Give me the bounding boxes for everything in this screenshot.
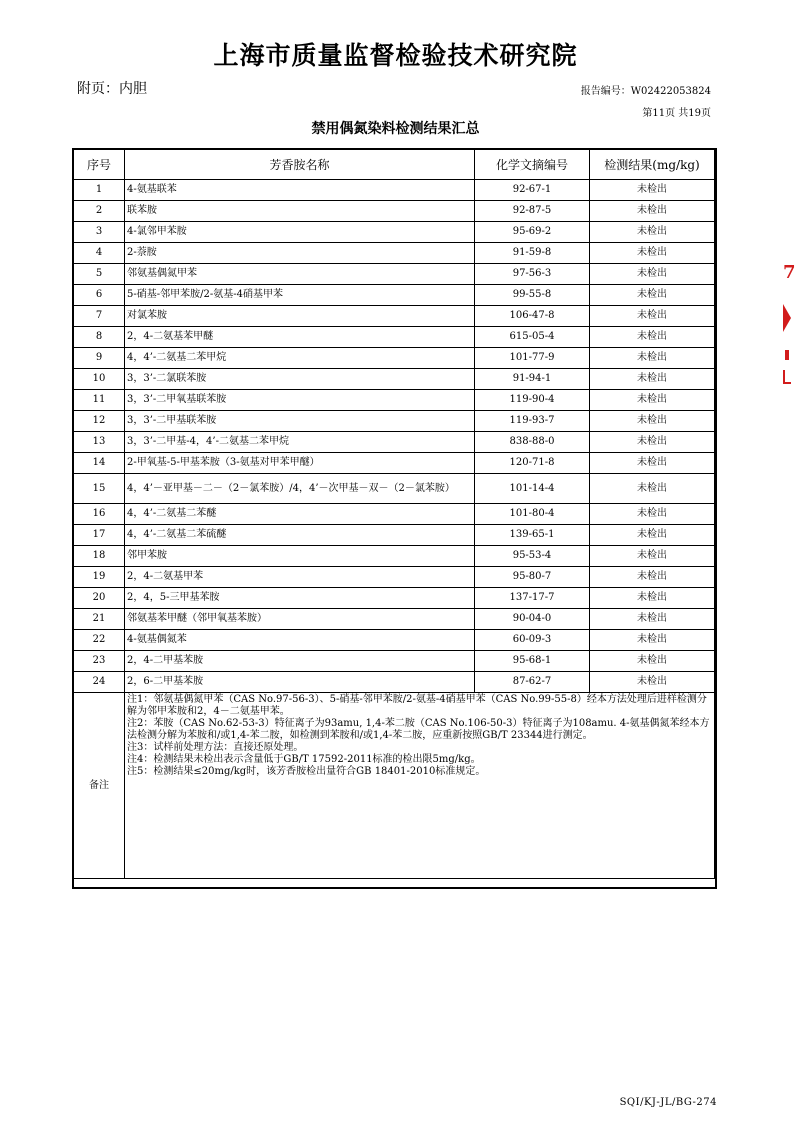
row-number: 18 bbox=[74, 546, 125, 567]
table-row bbox=[74, 588, 715, 609]
test-result: 未检出 bbox=[590, 651, 715, 672]
row-number: 7 bbox=[74, 306, 125, 327]
cas-number: 137-17-7 bbox=[475, 588, 590, 609]
amine-name: 3，3’-二甲基-4，4’-二氨基二苯甲烷 bbox=[125, 432, 475, 453]
cas-number: 92-87-5 bbox=[475, 201, 590, 222]
row-number: 2 bbox=[74, 201, 125, 222]
row-number: 10 bbox=[74, 369, 125, 390]
table-row bbox=[74, 180, 715, 201]
note-line: 注3：试样前处理方法：直接还原处理。 bbox=[127, 742, 304, 753]
table-row bbox=[74, 348, 715, 369]
test-result: 未检出 bbox=[590, 432, 715, 453]
test-result: 未检出 bbox=[590, 453, 715, 474]
cas-number: 120-71-8 bbox=[475, 453, 590, 474]
page-info: 第11页 共19页 bbox=[642, 108, 711, 119]
test-result: 未检出 bbox=[590, 588, 715, 609]
table-row bbox=[74, 222, 715, 243]
amine-name: 4，4’－亚甲基－二－（2－氯苯胺）/4，4’－次甲基－双－（2－氯苯胺） bbox=[125, 474, 475, 504]
amine-name: 4-氯邻甲苯胺 bbox=[125, 222, 475, 243]
table-title: 禁用偶氮染料检测结果汇总 bbox=[311, 121, 480, 137]
cas-number: 101-14-4 bbox=[475, 474, 590, 504]
table-row bbox=[74, 285, 715, 306]
table-row bbox=[74, 630, 715, 651]
amine-name: 4-氨基偶氮苯 bbox=[125, 630, 475, 651]
results-table bbox=[73, 149, 715, 879]
note-line: 注5：检测结果≤20mg/kg时，该芳香胺检出量符合GB 18401-2010标准规定。 bbox=[127, 766, 486, 777]
table-row bbox=[74, 567, 715, 588]
amine-name: 4-氨基联苯 bbox=[125, 180, 475, 201]
test-result: 未检出 bbox=[590, 546, 715, 567]
document-title: 上海市质量监督检验技术研究院 bbox=[213, 41, 578, 70]
row-number: 21 bbox=[74, 609, 125, 630]
cas-number: 99-55-8 bbox=[475, 285, 590, 306]
row-number: 19 bbox=[74, 567, 125, 588]
row-number: 6 bbox=[74, 285, 125, 306]
cas-number: 615-05-4 bbox=[475, 327, 590, 348]
cas-number: 95-80-7 bbox=[475, 567, 590, 588]
cas-number: 139-65-1 bbox=[475, 525, 590, 546]
amine-name: 2，6-二甲基苯胺 bbox=[125, 672, 475, 693]
test-result: 未检出 bbox=[590, 609, 715, 630]
table-row bbox=[74, 432, 715, 453]
amine-name: 4，4’-二氨基二苯硫醚 bbox=[125, 525, 475, 546]
test-result: 未检出 bbox=[590, 567, 715, 588]
note-line: 注4：检测结果未检出表示含量低于GB/T 17592-2011标准的检出限5mg/kg。 bbox=[127, 754, 481, 765]
table-row bbox=[74, 327, 715, 348]
header-amine-name: 芳香胺名称 bbox=[125, 150, 475, 180]
cas-number: 95-69-2 bbox=[475, 222, 590, 243]
row-number: 3 bbox=[74, 222, 125, 243]
amine-name: 3，3’-二甲氧基联苯胺 bbox=[125, 390, 475, 411]
row-number: 4 bbox=[74, 243, 125, 264]
cas-number: 92-67-1 bbox=[475, 180, 590, 201]
notes-row bbox=[74, 693, 715, 879]
table-row bbox=[74, 453, 715, 474]
amine-name: 2，4-二甲基苯胺 bbox=[125, 651, 475, 672]
row-number: 15 bbox=[74, 474, 125, 504]
report-number: 报告编号：W02422053824 bbox=[580, 86, 711, 97]
test-result: 未检出 bbox=[590, 369, 715, 390]
cas-number: 106-47-8 bbox=[475, 306, 590, 327]
row-number: 17 bbox=[74, 525, 125, 546]
amine-name: 2，4，5-三甲基苯胺 bbox=[125, 588, 475, 609]
cas-number: 95-53-4 bbox=[475, 546, 590, 567]
notes-label: 备注 bbox=[74, 693, 125, 879]
cas-number: 119-90-4 bbox=[475, 390, 590, 411]
test-result: 未检出 bbox=[590, 222, 715, 243]
cas-number: 91-94-1 bbox=[475, 369, 590, 390]
row-number: 20 bbox=[74, 588, 125, 609]
amine-name: 联苯胺 bbox=[125, 201, 475, 222]
amine-name: 2-萘胺 bbox=[125, 243, 475, 264]
table-row bbox=[74, 369, 715, 390]
table-row bbox=[74, 264, 715, 285]
cas-number: 97-56-3 bbox=[475, 264, 590, 285]
table-row bbox=[74, 609, 715, 630]
table-row bbox=[74, 243, 715, 264]
amine-name: 4，4’-二氨基二苯醚 bbox=[125, 504, 475, 525]
test-result: 未检出 bbox=[590, 264, 715, 285]
attachment-label: 附页：内胆 bbox=[77, 81, 147, 97]
red-stamp-fragment: 7 bbox=[783, 262, 791, 392]
table-row bbox=[74, 651, 715, 672]
test-result: 未检出 bbox=[590, 672, 715, 693]
row-number: 16 bbox=[74, 504, 125, 525]
cas-number: 60-09-3 bbox=[475, 630, 590, 651]
header-cas-number: 化学文摘编号 bbox=[475, 150, 590, 180]
table-row bbox=[74, 525, 715, 546]
amine-name: 2-甲氧基-5-甲基苯胺（3-氨基对甲苯甲醚） bbox=[125, 453, 475, 474]
test-result: 未检出 bbox=[590, 180, 715, 201]
cas-number: 90-04-0 bbox=[475, 609, 590, 630]
amine-name: 邻甲苯胺 bbox=[125, 546, 475, 567]
cas-number: 101-80-4 bbox=[475, 504, 590, 525]
cas-number: 87-62-7 bbox=[475, 672, 590, 693]
cas-number: 95-68-1 bbox=[475, 651, 590, 672]
test-result: 未检出 bbox=[590, 285, 715, 306]
table-row bbox=[74, 411, 715, 432]
notes-content bbox=[125, 693, 715, 879]
amine-name: 对氯苯胺 bbox=[125, 306, 475, 327]
test-result: 未检出 bbox=[590, 390, 715, 411]
table-row bbox=[74, 504, 715, 525]
row-number: 22 bbox=[74, 630, 125, 651]
table-row bbox=[74, 546, 715, 567]
table-row bbox=[74, 672, 715, 693]
row-number: 8 bbox=[74, 327, 125, 348]
row-number: 24 bbox=[74, 672, 125, 693]
row-number: 5 bbox=[74, 264, 125, 285]
amine-name: 5-硝基-邻甲苯胺/2-氨基-4硝基甲苯 bbox=[125, 285, 475, 306]
row-number: 12 bbox=[74, 411, 125, 432]
table-row bbox=[74, 306, 715, 327]
amine-name: 2，4-二氨基苯甲醚 bbox=[125, 327, 475, 348]
test-result: 未检出 bbox=[590, 243, 715, 264]
test-result: 未检出 bbox=[590, 348, 715, 369]
test-result: 未检出 bbox=[590, 525, 715, 546]
test-result: 未检出 bbox=[590, 201, 715, 222]
amine-name: 3，3’-二甲基联苯胺 bbox=[125, 411, 475, 432]
row-number: 9 bbox=[74, 348, 125, 369]
cas-number: 91-59-8 bbox=[475, 243, 590, 264]
test-result: 未检出 bbox=[590, 504, 715, 525]
amine-name: 2，4-二氨基甲苯 bbox=[125, 567, 475, 588]
row-number: 1 bbox=[74, 180, 125, 201]
row-number: 11 bbox=[74, 390, 125, 411]
amine-name: 邻氨基苯甲醚（邻甲氧基苯胺） bbox=[125, 609, 475, 630]
cas-number: 838-88-0 bbox=[475, 432, 590, 453]
amine-name: 3，3’-二氯联苯胺 bbox=[125, 369, 475, 390]
row-number: 14 bbox=[74, 453, 125, 474]
header-no: 序号 bbox=[74, 150, 125, 180]
note-line: 注2：苯胺（CAS No.62-53-3）特征离子为93amu, 1,4-苯二胺（CAS No.106-50-3）特征离子为108amu. 4-氨基偶氮苯经本方法检测分解为苯胺和/或1,4-苯二胺，如检测到苯胺和/或1,4-苯二胺，应重新按照GB/T 23344进行测定。 bbox=[127, 718, 710, 741]
test-result: 未检出 bbox=[590, 327, 715, 348]
table-row bbox=[74, 201, 715, 222]
form-code: SQI/KJ-JL/BG-274 bbox=[619, 1097, 717, 1108]
test-result: 未检出 bbox=[590, 474, 715, 504]
test-result: 未检出 bbox=[590, 630, 715, 651]
table-row bbox=[74, 390, 715, 411]
note-line: 注1：邻氨基偶氮甲苯（CAS No.97-56-3）、5-硝基-邻甲苯胺/2-氨基-4硝基甲苯（CAS No.99-55-8）经本方法处理后进样检测分解为邻甲苯胺和2，4－二氨基甲苯。 bbox=[127, 694, 707, 717]
test-result: 未检出 bbox=[590, 306, 715, 327]
cas-number: 101-77-9 bbox=[475, 348, 590, 369]
table-header-row bbox=[74, 150, 715, 180]
amine-name: 4，4’-二氨基二苯甲烷 bbox=[125, 348, 475, 369]
row-number: 13 bbox=[74, 432, 125, 453]
cas-number: 119-93-7 bbox=[475, 411, 590, 432]
header-result: 检测结果(mg/kg) bbox=[590, 150, 715, 180]
row-number: 23 bbox=[74, 651, 125, 672]
amine-name: 邻氨基偶氮甲苯 bbox=[125, 264, 475, 285]
table-row bbox=[74, 474, 715, 504]
test-result: 未检出 bbox=[590, 411, 715, 432]
